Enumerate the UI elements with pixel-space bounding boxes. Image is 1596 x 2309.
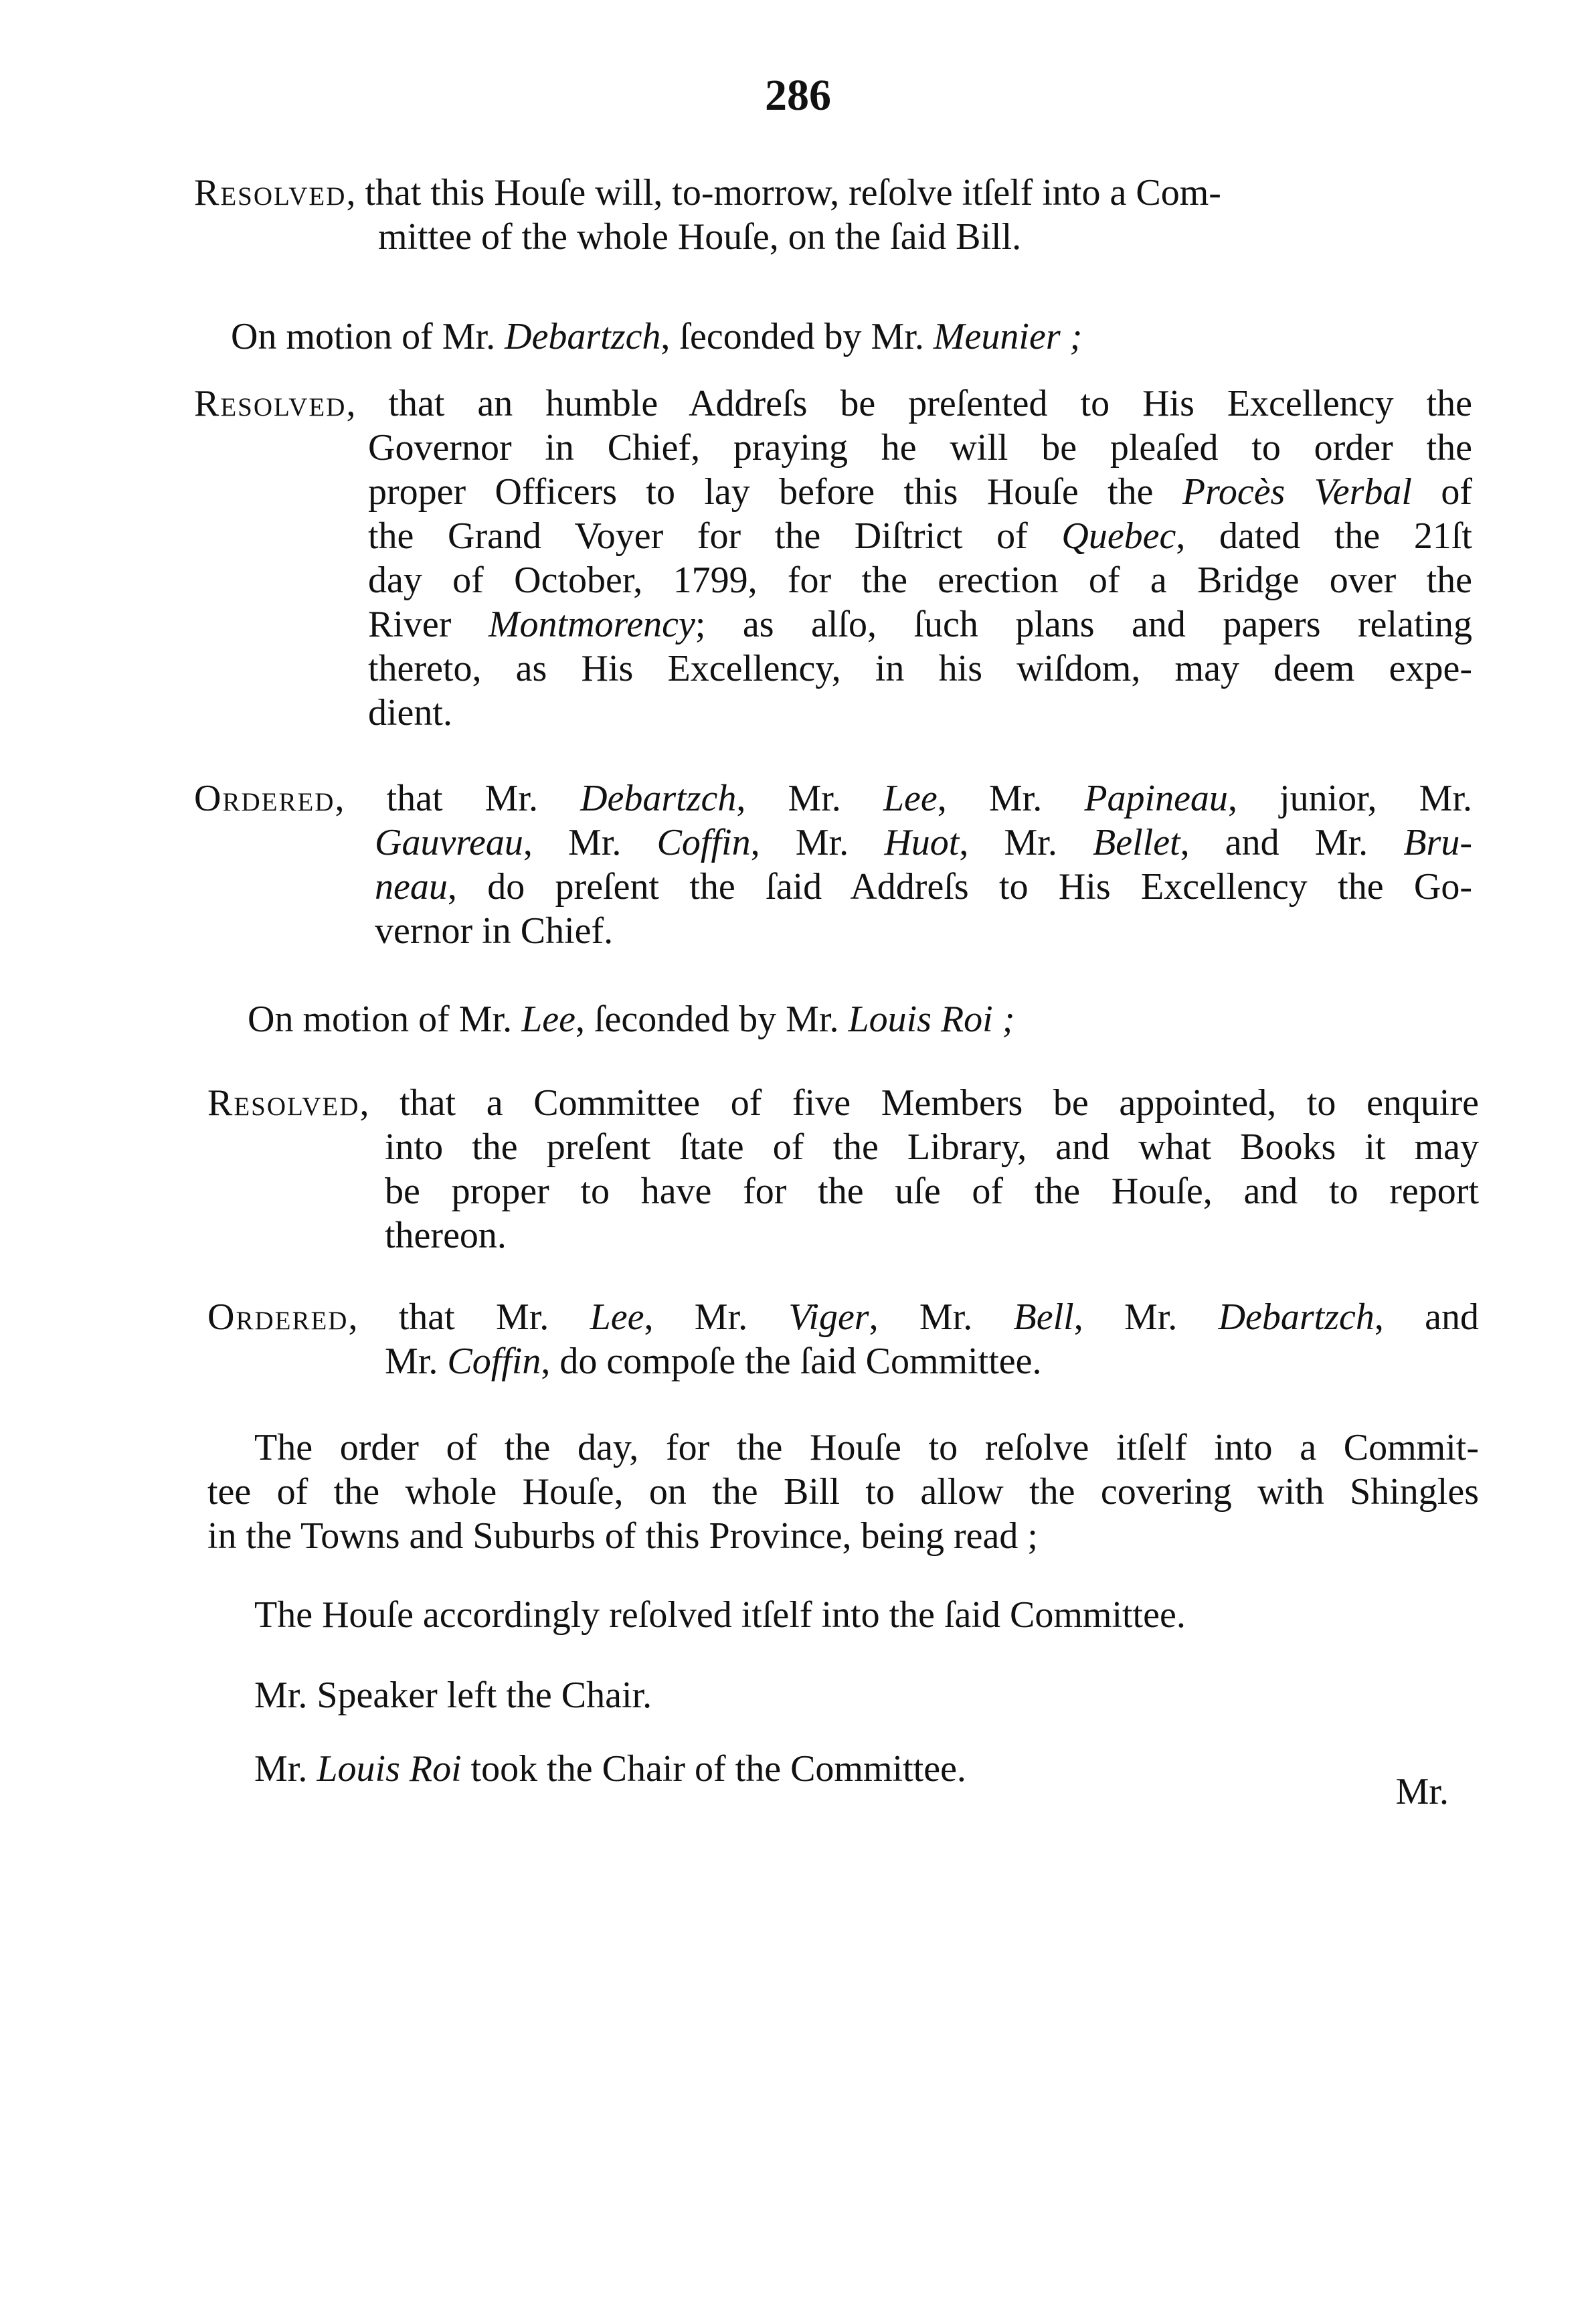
text-line: Resolved, that a Committee of five Members be appointed, to enquire [207, 1082, 1479, 1124]
text-line: neau, do preſent the ſaid Addreſs to His Excellency the Go- [375, 866, 1472, 908]
text-line: Governor in Chief, praying he will be pleaſed to order the [368, 427, 1472, 468]
ordered-heading: Ordered [207, 1296, 349, 1338]
text-line: Ordered, that Mr. Lee, Mr. Viger, Mr. Bell, Mr. Debartzch, and [207, 1296, 1479, 1338]
text-line: River Montmorency; as alſo, ſuch plans and papers relating [368, 604, 1472, 645]
text-line: dient. [368, 692, 452, 734]
text-line: day of October, 1799, for the erection of a Bridge over the [368, 560, 1472, 601]
member-name: Lee [521, 999, 575, 1040]
text-line: The Houſe accordingly reſolved itſelf into the ſaid Committee. [254, 1594, 1186, 1636]
text-line: Resolved, that this Houſe will, to-morrow, reſolve itſelf into a Com- [194, 172, 1221, 213]
text-line: Ordered, that Mr. Debartzch, Mr. Lee, Mr. Papineau, junior, Mr. [194, 778, 1472, 819]
order-paragraph [194, 776, 1472, 953]
resolution-paragraph [194, 381, 1472, 735]
text-line: thereto, as His Excellency, in his wiſdom, may deem expe- [368, 648, 1472, 689]
member-name: Louis Roi [317, 1748, 462, 1790]
text-line: Mr. Louis Roi took the Chair of the Committee. [254, 1748, 966, 1790]
member-name: Debartzch [505, 316, 661, 357]
text-line: mittee of the whole Houſe, on the ſaid Bill. [378, 216, 1022, 258]
resolved-heading: Resolved [194, 172, 347, 213]
text-line: Gauvreau, Mr. Coffin, Mr. Huot, Mr. Bellet, and Mr. Bru- [375, 822, 1472, 863]
motion-line: On motion of Mr. Debartzch, ſeconded by Mr. Meunier ; [231, 316, 1083, 357]
text-line: Resolved, that an humble Addreſs be preſented to His Excellency the [194, 383, 1472, 424]
resolution-paragraph [207, 1081, 1479, 1258]
ordered-heading: Ordered [194, 778, 335, 819]
text-line: vernor in Chief. [375, 910, 614, 952]
text-line: Mr. Coffin, do compoſe the ſaid Committee. [385, 1341, 1042, 1382]
text-line: the Grand Voyer for the Diſtrict of Quebec, dated the 21ſt [368, 515, 1472, 557]
text-line: Mr. Speaker left the Chair. [254, 1675, 652, 1716]
text-line: proper Officers to lay before this Houſe the Procès Verbal of [368, 471, 1472, 513]
order-of-day-paragraph [207, 1426, 1479, 1558]
resolution-paragraph [194, 171, 1479, 259]
resolved-heading: Resolved [194, 383, 347, 424]
text-line: The order of the day, for the Houſe to reſolve itſelf into a Commit- [254, 1427, 1479, 1468]
resolved-heading: Resolved [207, 1082, 360, 1124]
member-name: Meunier ; [933, 316, 1083, 357]
member-name: Louis Roi ; [848, 999, 1015, 1040]
page-number: 286 [765, 71, 831, 120]
text-line: in the Towns and Suburbs of this Province, being read ; [207, 1515, 1038, 1557]
text-line: thereon. [385, 1215, 507, 1256]
motion-line: On motion of Mr. Lee, ſeconded by Mr. Louis Roi ; [248, 999, 1015, 1040]
text-line: be proper to have for the uſe of the Houſe, and to report [385, 1171, 1479, 1212]
text-line: into the preſent ſtate of the Library, and what Books it may [385, 1126, 1479, 1168]
order-paragraph [207, 1295, 1479, 1383]
catchword: Mr. [1395, 1771, 1449, 1812]
text-line: tee of the whole Houſe, on the Bill to allow the covering with Shingles [207, 1471, 1479, 1513]
